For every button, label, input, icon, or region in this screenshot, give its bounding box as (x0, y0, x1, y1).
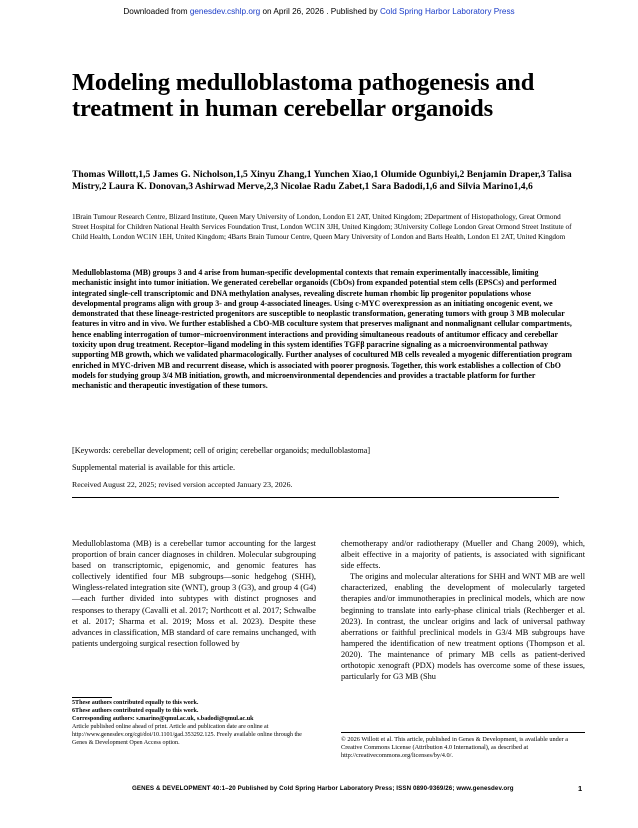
author-list: Thomas Willott,1,5 James G. Nicholson,1,5 Xinyu Zhang,1 Yunchen Xiao,1 Olumide Ogunbiyi,2 Benjamin Draper,3 Talisa Mistry,2 Laura K. Donovan,3 Ashirwad Merve,2,3 Nicolae Radu Zabet,1 Sara Badodi,1,6 and Silvia Marino1,4,6 (72, 169, 572, 192)
site-link[interactable]: genesdev.cshlp.org (189, 7, 261, 16)
footnote-6: 6These authors contributed equally to this work. (72, 707, 199, 714)
intro-paragraph: Medulloblastoma (MB) is a cerebellar tumor accounting for the largest proportion of brain cancer diagnoses in children. Molecular subgrouping based on transcriptomic, epigenomic, and genomic features has collectively identified four MB subgroups—sonic hedgehog (SHH), Wingless-related integration site (WNT), group 3 (G3), and group 4 (G4)—each further divided into subtypes with distinct prognoses and responses to therapy (Cavalli et al. 2017; Northcott et al. 2017; Schwalbe et al. 2017; Sharma et al. 2019; Moss et al. 2023). Despite these advances in classification, MB standard of care remains unchanged, with patients undergoing surgical resection followed by (72, 539, 316, 648)
running-footer: GENES & DEVELOPMENT 40:1–20 Published by Cold Spring Harbor Laboratory Press; ISSN 0890-9369/26; www.genesdev.org (132, 785, 514, 792)
affiliations: 1Brain Tumour Research Centre, Blizard Institute, Queen Mary University of London, London E1 2AT, United Kingdom; 2Department of Histopathology, Great Ormond Street Hospital for Children National Health Services Foundation Trust, London WC1N 3JH, United Kingdom; 3University College London Great Ormond Street Institute of Child Health, London WC1N 1EH, United Kingdom; 4Barts Brain Tumour Centre, Queen Mary University of London and Barts Health, London E1 2AT, United Kingdom (72, 213, 572, 241)
download-banner (0, 7, 638, 16)
body-left-column (72, 538, 316, 649)
download-middle: on April 26, 2026 . Published by (260, 7, 380, 16)
received-dates: Received August 22, 2025; revised version accepted January 23, 2026. (72, 480, 293, 489)
publisher-link[interactable]: Cold Spring Harbor Laboratory Press (379, 7, 515, 16)
footnote-5: 5These authors contributed equally to this work. (72, 700, 199, 706)
license-notice: © 2026 Willott et al. This article, published in Genes & Development, is available under a Creative Commons License (Attribution 4.0 International), as described at http://creativecommons.org/licenses/by/4.0/. (341, 732, 585, 760)
right-paragraph-2: The origins and molecular alterations for SHH and WNT MB are well characterized, enabling the development of molecularly targeted therapies and/or immunotherapies in preclinical models, which are now beginning to translate into early-phase clinical trials (Rechberger et al. 2023). In contrast, the unclear origins and lack of universal pathway aberrations or faithful preclinical models in G3/4 MB subgroups have hampered the identification of new treatment options (Thompson et al. 2020). The maintenance of primary MB cells as patient-derived orthotopic xenograft (PDX) models has overcome some of these issues, particularly for G3 MB (Shu (341, 572, 585, 682)
article-info: Article published online ahead of print. Article and publication date are online at http://www.genesdev.org/cgi/doi/10.1101/gad.353292.125. Freely available online through the Genes & Development Open Access option. (72, 723, 302, 746)
footnotes (72, 700, 316, 747)
footnote-divider (72, 697, 112, 698)
supplemental-note: Supplemental material is available for this article. (72, 463, 236, 472)
article-title: Modeling medulloblastoma pathogenesis and treatment in human cerebellar organoids (72, 69, 535, 122)
page-number: 1 (578, 784, 583, 793)
download-prefix: Downloaded from (123, 7, 190, 16)
section-divider (72, 497, 559, 498)
keywords: [Keywords: cerebellar development; cell of origin; cerebellar organoids; medulloblastoma] (72, 446, 371, 455)
right-paragraph-1: chemotherapy and/or radiotherapy (Mueller and Chang 2009), which, albeit effective in a majority of patients, is associated with significant side effects. (341, 539, 585, 571)
corresponding-authors: Corresponding authors: s.marino@qmul.ac.uk, s.badodi@qmul.ac.uk (72, 715, 254, 722)
body-right-column (341, 538, 585, 682)
abstract: Medulloblastoma (MB) groups 3 and 4 arise from human-specific developmental contexts that remain experimentally inaccessible, limiting mechanistic insight into tumor initiation. We generated cerebellar organoids (CbOs) from expanded potential stem cells (EPSCs) and performed integrated single-cell transcriptomic and DNA methylation analyses, revealing discrete human rhombic lip progenitor populations whose developmental programs align with group 3- and group 4-associated lineages. Using c-MYC overexpression as an initiating oncogenic event, we demonstrated that these lineage-restricted progenitors are susceptible to neoplastic transformation, generating tumors with group 3 MB molecular features in vitro and in vivo. We further established a CbO-MB coculture system that preserves malignant and nonmalignant cellular compartments, hence enabling interrogation of tumor–microenvironment interactions and providing simultaneous readouts of antitumor efficacy and cerebellar toxicity upon drug treatment. Receptor–ligand modeling in this system identifies TGFβ paracrine signaling as a microenvironmental pathway supporting MB growth, which we validated pharmacologically. Further analyses of cocultured MB cells revealed a myogenic differentiation program enriched in MYC-driven MB and recurrent disease, which is associated with poorer prognosis. Together, this work establishes a collection of CbO models for studying group 3/4 MB initiation, growth, and microenvironmental dependencies and provides a tractable platform for further mechanistic and therapeutic investigation of these tumors. (72, 268, 572, 391)
